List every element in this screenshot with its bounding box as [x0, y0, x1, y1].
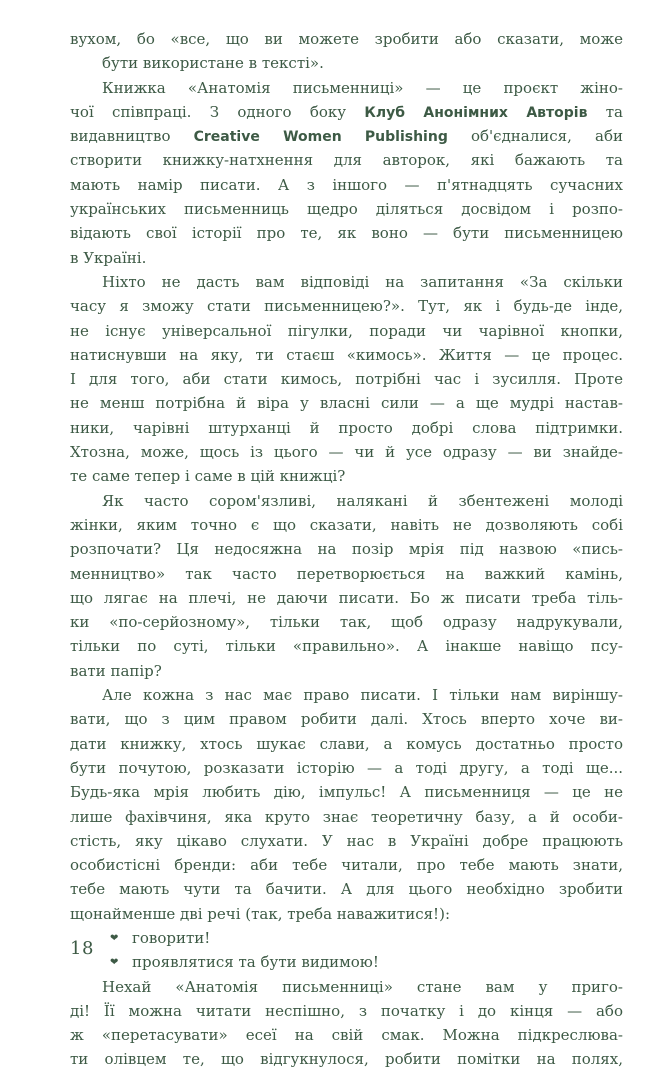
text-line: розпочати? Ця недосяжна на позір мрія під назвою «пись- — [70, 540, 623, 559]
text-line: І для того, аби стати кимось, потрібні час і зусилля. Проте — [70, 370, 623, 389]
bullet-item — [70, 926, 623, 950]
text-line: ники, чарівні штурханці й просто добрі слова підтримки. — [70, 418, 623, 437]
text-line: мають намір писати. А з іншого — п'ятнадцять сучасних — [70, 175, 623, 194]
text-line: українських письменниць щедро діляться досвідом і розпо- — [70, 200, 623, 219]
text-line: чої співпраці. З одного боку Клуб Анонімних Авторів та — [70, 102, 623, 121]
text-line: особистісні бренди: аби тебе читали, про тебе мають знати, — [70, 856, 623, 875]
text-line: стість, яку цікаво слухати. У нас в Україні добре працюють — [70, 831, 623, 850]
text-line: часу я зможу стати письменницею?». Тут, як і будь-де інде, — [70, 297, 623, 316]
text-line: видавництво Creative Women Publishing об'єдналися, аби — [70, 127, 623, 146]
text-line: ж «перетасувати» есеї на свій смак. Можна підкреслюва- — [70, 1026, 623, 1045]
text-line: те саме тепер і саме в цій книжці? — [70, 467, 346, 486]
text-line: Нехай «Анатомія письменниці» стане вам у приго- — [102, 977, 623, 996]
text-line: ді! Її можна читати неспішно, з початку і до кінця — або — [70, 1001, 623, 1020]
text-line: тебе мають чути та бачити. А для цього необхідно зробити — [70, 880, 623, 899]
text-line: жінки, яким точно є що сказати, навіть не дозволяють собі — [70, 515, 623, 534]
text-line: Книжка «Анатомія письменниці» — це проєкт жіно- — [102, 78, 623, 97]
text-line: створити книжку-натхнення для авторок, які бажають та — [70, 151, 623, 170]
text-line: що лягає на плечі, не даючи писати. Бо ж писати треба тіль- — [70, 588, 623, 607]
heart-bullet-icon: ❤ — [110, 932, 119, 944]
text-line: Як часто сором'язливі, налякані й збентежені молоді — [102, 491, 623, 510]
text-line: Будь-яка мрія любить дію, імпульс! А письменниця — це не — [70, 783, 623, 802]
text-line: тільки по суті, тільки «правильно». А інакше навіщо псу- — [70, 637, 623, 656]
text-line: не менш потрібна й віра у власні сили — а ще мудрі настав- — [70, 394, 623, 413]
text-line: вухом, бо «все, що ви можете зробити або сказати, може — [70, 30, 623, 48]
text-line: щонайменше дві речі (так, треба наважитися!): — [70, 904, 450, 923]
text-line: Хтозна, може, щось із цього — чи й усе одразу — ви знайде- — [70, 443, 623, 462]
text-line: вати, що з цим правом робити далі. Хтось вперто хоче ви- — [70, 710, 623, 729]
page-number: 18 — [70, 938, 94, 959]
bold-name: Клуб Анонімних Авторів — [364, 104, 588, 121]
text-line: відають свої історії про те, як воно — бути письменницею — [70, 224, 623, 243]
heart-bullet-icon: ❤ — [110, 957, 119, 969]
bullet-text: говорити! — [132, 928, 211, 947]
text-line: бути почутою, розказати історію — а тоді другу, а тоді ще... — [70, 758, 623, 777]
text-line: вати папір? — [70, 661, 162, 680]
text-line: Але кожна з нас має право писати. І тільки нам виріншу- — [102, 686, 623, 705]
text-line: бути використане в тексті». — [102, 54, 324, 73]
text-line: менництво» так часто перетворюється на важкий камінь, — [70, 564, 623, 583]
bold-name: Creative Women Publishing — [193, 129, 448, 146]
bullet-text: проявлятися та бути видимою! — [132, 953, 379, 972]
text-line: лише фахівчиня, яка круто знає теоретичну базу, а й особи- — [70, 807, 623, 826]
body-text — [70, 27, 623, 1072]
text-line: ти олівцем те, що відгукнулося, робити помітки на полях, — [70, 1050, 623, 1069]
text-line: Ніхто не дасть вам відповіді на запитання «За скільки — [102, 272, 623, 291]
text-line: ки «по-серйозному», тільки так, щоб одразу надрукували, — [70, 613, 623, 632]
text-line: натиснувши на яку, ти стаєш «кимось». Життя — це процес. — [70, 345, 623, 364]
bullet-item — [70, 950, 623, 974]
text-line: не існує універсальної пігулки, поради чи чарівної кнопки, — [70, 321, 623, 340]
text-line: дати книжку, хтось шукає слави, а комусь достатньо просто — [70, 734, 623, 753]
text-line: в Україні. — [70, 248, 147, 267]
